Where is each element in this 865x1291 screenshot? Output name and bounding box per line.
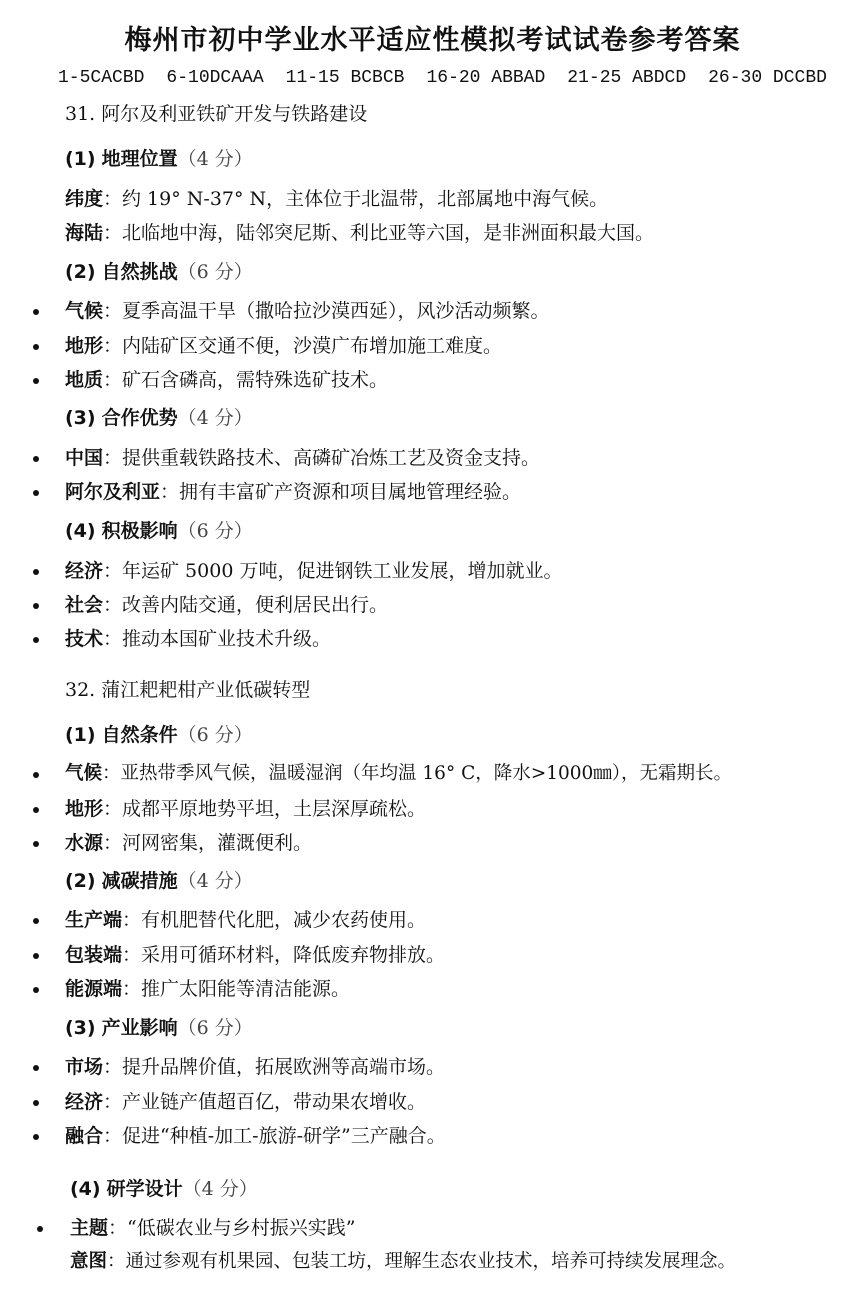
q31-section-2-heading: (2) 自然挑战（6 分） xyxy=(65,261,253,283)
bullet-icon xyxy=(33,569,39,575)
q31-section-4-heading: (4) 积极影响（6 分） xyxy=(65,520,253,542)
bullet-icon xyxy=(33,841,39,847)
q31-latitude-item: 纬度：约 19° N-37° N，主体位于北温带，北部属地中海气候。 xyxy=(65,188,609,210)
bullet-icon xyxy=(33,1134,39,1140)
question-32-title: 32. 蒲江耙耙柑产业低碳转型 xyxy=(65,679,311,701)
bullet-icon xyxy=(33,1100,39,1106)
answer-group: 6-10DCAAA xyxy=(166,68,264,88)
bullet-icon xyxy=(33,603,39,609)
bullet-icon xyxy=(37,1226,43,1232)
bullet-icon xyxy=(33,1065,39,1071)
bullet-icon xyxy=(33,953,39,959)
q31-section-1-heading: (1) 地理位置（4 分） xyxy=(65,148,253,170)
q32-section-2-heading: (2) 减碳措施（4 分） xyxy=(65,870,253,892)
bullet-icon xyxy=(33,772,39,778)
bullet-icon xyxy=(33,456,39,462)
answer-sheet: 梅州市初中学业水平适应性模拟考试试卷参考答案 1-5CACBD 6-10DCAAA 11-15 BCBCB 16-20 ABBAD 21-25 ABDCD 26-30 DCCBD 31. 阿尔及利亚铁矿开发与铁路建设 (1) 地理位置（4 分） 纬度：约 19° N-37° N，主体位于北温带，北部属地中海气候。 海陆：北临地中海，陆邻突尼斯、利比亚等六国，是非洲面积最大国。 (2) 自然挑战（6 分） 气候：夏季高温干旱（撒哈拉沙漠西延），风沙活动频繁。 地形：内陆矿区交通不便，沙漠广布增加施工难度。 地质：矿石含磷高，需特殊选矿技术。 (3) 合作优势（4 分） 中国：提供重载铁路技术、高磷矿冶炼工艺及资金支持。 阿尔及利亚：拥有丰富矿产资源和项目属地管理经验。 (4) 积极影响（6 分） 经济：年运矿 5000 万吨，促进钢铁工业发展，增加就业。 社会：改善内陆交通，便利居民出行。 技术：推动本国矿业技术升级。 32. 蒲江耙耙柑产业低碳转型 (1) 自然条件（6 分） 气候：亚热带季风气候，温暖湿润（年均温 16° C，降水>1000㎜），无霜期长。 地形：成都平原地势平坦，土层深厚疏松。 水源：河网密集，灌溉便利。 (2) 减碳措施（4 分） 生产端：有机肥替代化肥，减少农药使用。 包装端：采用可循环材料，降低废弃物排放。 能源端：推广太阳能等清洁能源。 (3) 产业影响（6 分） 市场：提升品牌价值，拓展欧洲等高端市场。 经济：产业链产值超百亿，带动果农增收。 融合：促进“种植-加工-旅游-研学”三产融合。 (4) 研学设计（4 分） 主题：“低碳农业与乡村振兴实践” 意图：通过参观有机果园、包装工坊，理解生态农业技术，培养可持续发展理念。 xyxy=(0,0,865,1291)
question-31-title: 31. 阿尔及利亚铁矿开发与铁路建设 xyxy=(65,103,368,125)
bullet-icon xyxy=(33,309,39,315)
answer-group: 26-30 DCCBD xyxy=(708,68,827,88)
q31-section-3-heading: (3) 合作优势（4 分） xyxy=(65,407,253,429)
answer-group: 1-5CACBD xyxy=(58,68,145,88)
q32-section-3-heading: (3) 产业影响（6 分） xyxy=(65,1017,253,1039)
answer-group: 11-15 BCBCB xyxy=(285,68,405,88)
q32-section-1-heading: (1) 自然条件（6 分） xyxy=(65,724,253,746)
bullet-icon xyxy=(33,807,39,813)
bullet-icon xyxy=(33,344,39,350)
page-title: 梅州市初中学业水平适应性模拟考试试卷参考答案 xyxy=(124,25,741,56)
multiple-choice-answers xyxy=(58,68,848,88)
bullet-icon xyxy=(33,378,39,384)
answer-group: 16-20 ABBAD xyxy=(426,68,546,88)
answer-group: 21-25 ABDCD xyxy=(567,68,687,88)
q32-intent-item: 意图：通过参观有机果园、包装工坊，理解生态农业技术，培养可持续发展理念。 xyxy=(70,1251,737,1272)
bullet-icon xyxy=(33,918,39,924)
bullet-icon xyxy=(33,987,39,993)
q32-section-4-heading: (4) 研学设计（4 分） xyxy=(70,1178,258,1200)
bullet-icon xyxy=(33,490,39,496)
q31-land-sea-item: 海陆：北临地中海，陆邻突尼斯、利比亚等六国，是非洲面积最大国。 xyxy=(65,222,655,244)
bullet-icon xyxy=(33,637,39,643)
